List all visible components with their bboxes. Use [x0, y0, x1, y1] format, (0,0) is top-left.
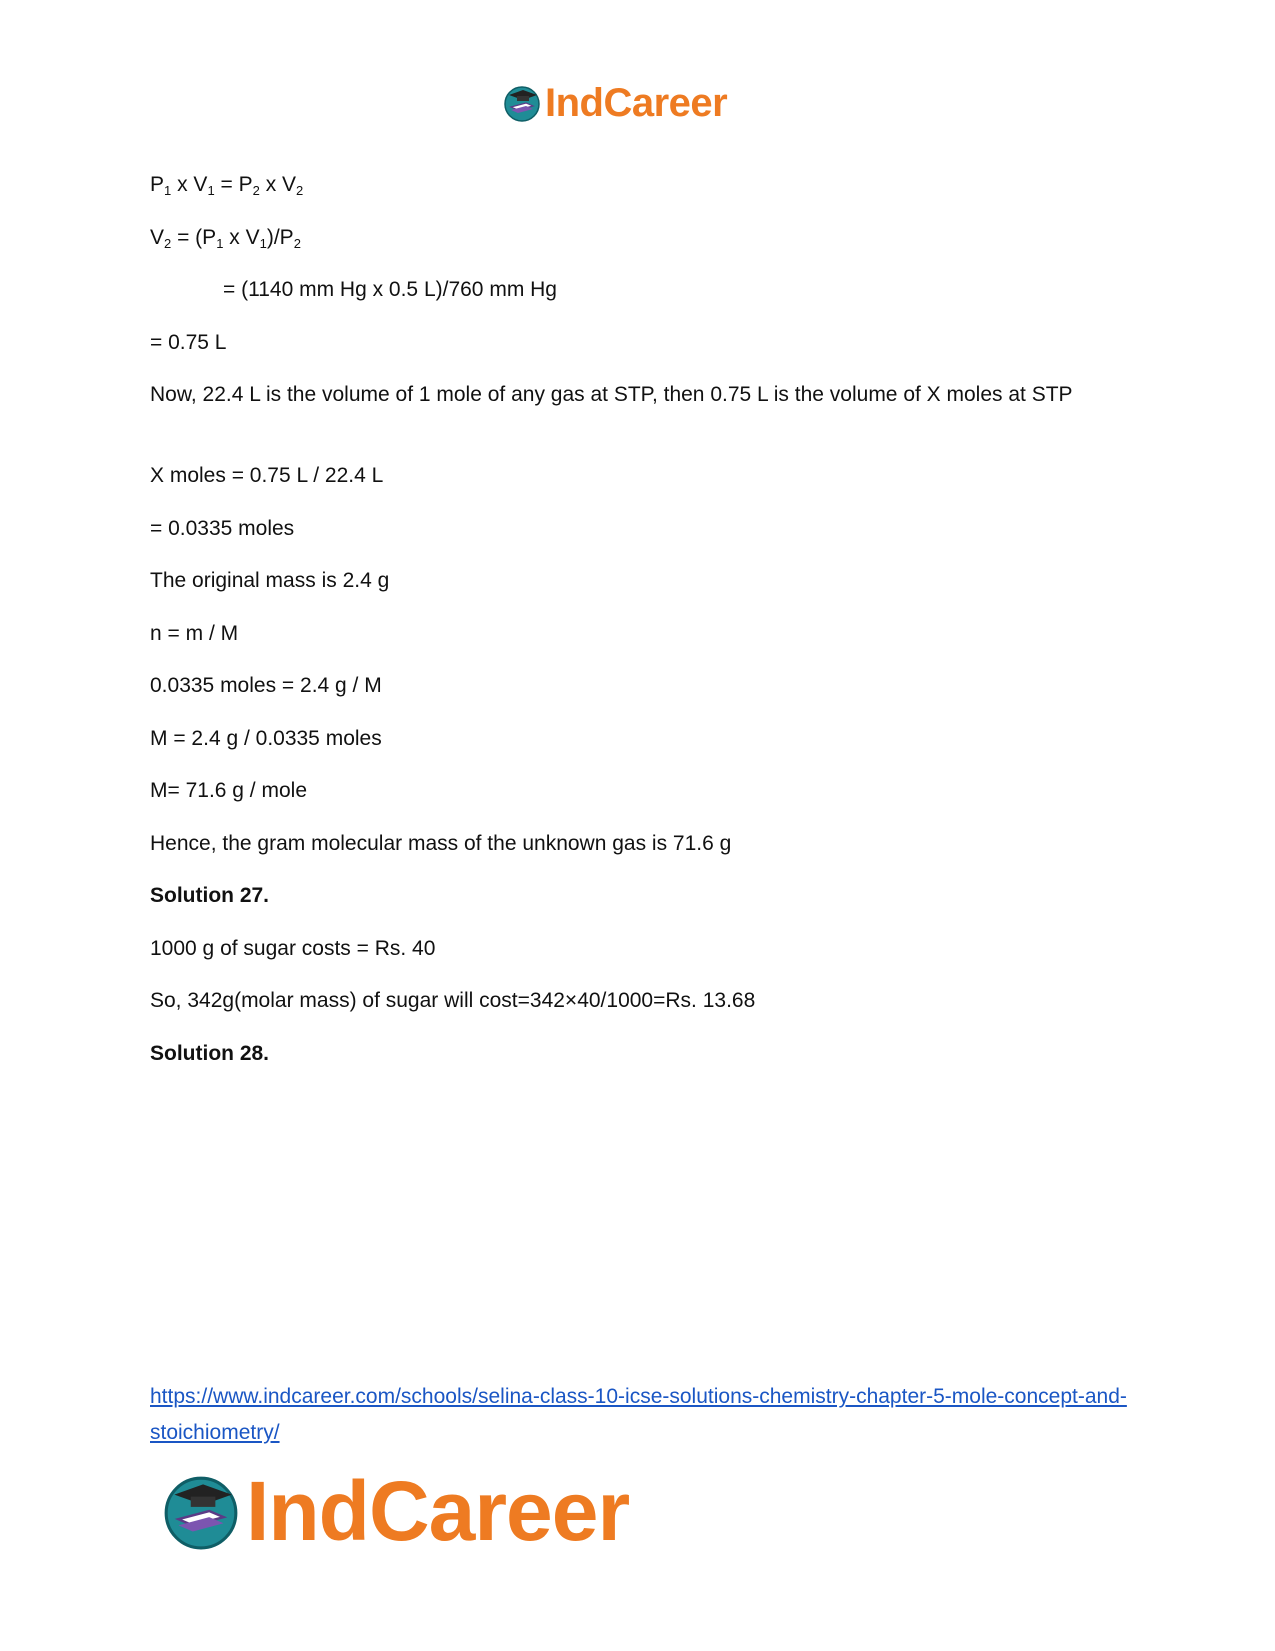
equation-v2: $V_2 = (P_1$ x $V_1)/P_2$ [150, 226, 301, 251]
molar-mass-result: M= 71.6 g / mole [150, 779, 307, 802]
graduation-book-globe-icon [502, 83, 542, 123]
moles-result: = 0.0335 moles [150, 517, 295, 540]
sugar-calculation: So, 342g(molar mass) of sugar will cost=342×40/1000=Rs. 13.68 [150, 989, 756, 1012]
solution-28-heading: Solution 28. [150, 1042, 270, 1065]
explanation-paragraph: Now, 22.4 L is the volume of 1 mole of any gas at STP, then 0.75 L is the volume of X moles at STP [150, 383, 1073, 406]
moles-equation: X moles = 0.75 L / 22.4 L [150, 464, 384, 487]
sugar-cost: 1000 g of sugar costs = Rs. 40 [150, 937, 436, 960]
logo-text: IndCareer [246, 1464, 630, 1558]
conclusion: Hence, the gram molecular mass of the unknown gas is 71.6 g [150, 832, 732, 855]
mass-statement: The original mass is 2.4 g [150, 569, 390, 592]
solution-27-heading: Solution 27. [150, 884, 270, 907]
mole-formula: n = m / M [150, 622, 239, 645]
logo-text: IndCareer [545, 81, 728, 125]
graduation-book-globe-icon [160, 1470, 242, 1552]
substitution: 0.0335 moles = 2.4 g / M [150, 674, 382, 697]
source-link[interactable]: https://www.indcareer.com/schools/selina-class-10-icse-solutions-chemistry-chapter-5-mole-concept-and-stoichiometry/ [150, 1385, 1127, 1444]
header-logo [502, 80, 727, 126]
molar-mass-equation: M = 2.4 g / 0.0335 moles [150, 727, 382, 750]
equation-boyles-law: $P_1$ x $V_1 = P_2$ x $V_2$ [150, 173, 304, 198]
calculation-step: = (1140 mm Hg x 0.5 L)/760 mm Hg [223, 278, 557, 301]
footer-logo [160, 1464, 630, 1558]
result-volume: = 0.75 L [150, 331, 227, 354]
